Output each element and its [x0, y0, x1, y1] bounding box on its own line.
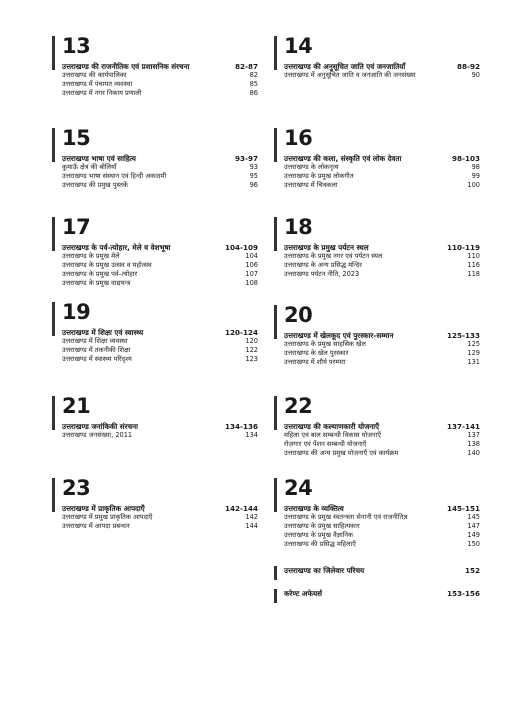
chapter-marker-bar: [52, 302, 55, 336]
chapter-title-entry[interactable]: [284, 154, 480, 163]
chapter-title-entry[interactable]: [62, 62, 258, 71]
chapter-title-entry[interactable]: [284, 62, 480, 71]
appendix-title: करेण्ट अफेयर्स: [284, 589, 322, 598]
entry-page: 137: [467, 431, 480, 440]
entry-title: उत्तराखण्ड में नगर निकाय प्रणाली: [62, 88, 142, 97]
chapter-number: 24: [284, 476, 313, 500]
chapter-title-entry[interactable]: [62, 243, 258, 252]
chapter-page-range: 82-87: [235, 62, 258, 71]
chapter-number: 19: [62, 300, 91, 324]
entry-page: 122: [245, 346, 258, 354]
chapter-marker-bar: [52, 217, 55, 251]
entry-title: उत्तराखण्ड के प्रमुख वाद्ययन्त्र: [62, 278, 131, 287]
entry-page: 116: [467, 261, 480, 269]
toc-entry[interactable]: [62, 89, 258, 98]
chapter-page-range: 88-92: [457, 62, 480, 71]
entry-page: 82: [249, 71, 258, 80]
entry-title: उत्तराखण्ड में शौर्य परम्परा: [284, 357, 346, 366]
chapter-entries: [62, 154, 258, 190]
chapter-page-range: 134-136: [225, 422, 258, 431]
chapter-marker-bar: [274, 128, 277, 162]
chapter-title: उत्तराखण्ड में खेलकूद एवं पुरस्कार-सम्मान: [284, 331, 394, 340]
toc-entry[interactable]: [62, 522, 258, 531]
entry-title: उत्तराखण्ड में प्रमुख प्राकृतिक आपदाएँ: [62, 513, 153, 522]
toc-entry[interactable]: [284, 71, 480, 80]
chapter-marker-bar: [274, 36, 277, 70]
entry-title: उत्तराखण्ड में आपदा प्रबन्धन: [62, 522, 130, 530]
toc-entry[interactable]: [62, 163, 258, 172]
chapter-title: उत्तराखण्ड के पर्व-त्योहार, मेले व वेशभूषा: [62, 243, 171, 252]
chapter-number: 23: [62, 476, 91, 500]
appendix-marker-bar: [274, 589, 277, 603]
entry-title: उत्तराखण्ड के प्रमुख साहसिक खेल: [284, 340, 366, 349]
chapter-entries: [284, 62, 480, 80]
appendix-marker-bar: [274, 566, 277, 580]
chapter-title: उत्तराखण्ड भाषा एवं साहित्य: [62, 154, 136, 163]
toc-entry[interactable]: [284, 181, 480, 190]
chapter-marker-bar: [274, 396, 277, 430]
entry-page: 134: [245, 431, 258, 440]
entry-page: 85: [249, 80, 258, 88]
appendix-row: [284, 566, 480, 575]
entry-title: उत्तराखण्ड में अनुसूचित जाति व जनजाति की जनसंख्या: [284, 71, 416, 80]
appendix-title: उत्तराखण्ड का जिलेवार परिचय: [284, 566, 365, 575]
entry-title: उत्तराखण्ड की कार्यपालिका: [62, 71, 127, 80]
entry-page: 107: [245, 269, 258, 278]
entry-title: उत्तराखण्ड के खेल पुरस्कार: [284, 349, 349, 357]
toc-entry[interactable]: [62, 252, 258, 261]
entry-page: 120: [245, 337, 258, 346]
chapter-page-range: 98-103: [452, 154, 480, 163]
chapter-entries: [62, 422, 258, 440]
entry-title: उत्तराखण्ड भाषा संस्थान एवं हिन्दी अकादमी: [62, 172, 167, 180]
toc-entry[interactable]: [62, 172, 258, 181]
entry-title: उत्तराखण्ड के प्रमुख वैज्ञानिक: [284, 530, 354, 539]
toc-entry[interactable]: [62, 431, 258, 440]
entry-title: उत्तराखण्ड में तकनीकी शिक्षा: [62, 346, 131, 354]
entry-page: 99: [471, 172, 480, 180]
appendix-page-range: 152: [464, 566, 480, 575]
entry-title: उत्तराखण्ड में पंचायत व्यवस्था: [62, 80, 133, 88]
entry-page: 123: [245, 354, 258, 363]
chapter-title-entry[interactable]: [62, 154, 258, 163]
chapter-title: उत्तराखण्ड के व्यक्तित्व: [284, 504, 344, 513]
entry-page: 149: [467, 530, 480, 539]
chapter-title: उत्तराखण्ड में प्राकृतिक आपदाएँ: [62, 504, 145, 513]
toc-entry[interactable]: [62, 181, 258, 190]
chapter-marker-bar: [52, 128, 55, 162]
chapter-marker-bar: [274, 217, 277, 251]
entry-title: कुमाऊँ क्षेत्र की बोलियाँ: [62, 163, 117, 172]
chapter-marker-bar: [52, 36, 55, 70]
entry-page: 138: [467, 440, 480, 448]
entry-title: उत्तराखण्ड के प्रमुख लोकगीत: [284, 172, 354, 180]
entry-page: 104: [245, 252, 258, 261]
toc-entry[interactable]: [62, 80, 258, 89]
entry-page: 142: [245, 513, 258, 522]
chapter-entries: [62, 62, 258, 98]
entry-page: 100: [467, 180, 480, 189]
chapter-title-entry[interactable]: [62, 422, 258, 431]
chapter-page-range: 137-141: [447, 422, 480, 431]
toc-entry[interactable]: [62, 279, 258, 288]
chapter-page-range: 145-151: [447, 504, 480, 513]
entry-title: उत्तराखण्ड में शिक्षा व्यवस्था: [62, 337, 128, 346]
chapter-title-entry[interactable]: [62, 328, 258, 337]
toc-entry[interactable]: [284, 513, 480, 522]
chapter-title-entry[interactable]: [284, 504, 480, 513]
chapter-entries: [284, 504, 480, 548]
toc-entry[interactable]: [62, 346, 258, 355]
toc-entry[interactable]: [284, 449, 480, 458]
entry-page: 106: [245, 261, 258, 269]
chapter-number: 13: [62, 34, 91, 58]
entry-title: उत्तराखण्ड के लोकनृत्य: [284, 163, 339, 172]
entry-title: रोज़गार एवं पेंशन सम्बन्धी योजनाएँ: [284, 440, 367, 448]
chapter-number: 15: [62, 126, 91, 150]
entry-page: 96: [249, 180, 258, 189]
entry-page: 86: [249, 88, 258, 97]
entry-title: उत्तराखण्ड के अन्य प्रसिद्ध मन्दिर: [284, 261, 362, 269]
entry-title: उत्तराखण्ड के प्रमुख नगर एवं पर्यटन स्थल: [284, 252, 383, 261]
entry-title: उत्तराखण्ड में स्वास्थ्य परिदृश्य: [62, 354, 132, 363]
chapter-entries: [284, 331, 480, 367]
entry-title: उत्तराखण्ड में चित्रकला: [284, 180, 338, 189]
chapter-title-entry[interactable]: [284, 243, 480, 252]
chapter-marker-bar: [274, 478, 277, 512]
toc-entry[interactable]: [284, 261, 480, 270]
chapter-page-range: 120-124: [225, 328, 258, 337]
chapter-title-entry[interactable]: [62, 504, 258, 513]
chapter-number: 20: [284, 303, 313, 327]
chapter-title: उत्तराखण्ड की राजनीतिक एवं प्रशासनिक संरचना: [62, 62, 190, 71]
chapter-title: उत्तराखण्ड की कला, संस्कृति एवं लोक देवता: [284, 154, 402, 163]
entry-page: 125: [467, 340, 480, 349]
toc-entry[interactable]: [284, 340, 480, 349]
entry-page: 90: [471, 71, 480, 80]
entry-page: 131: [467, 357, 480, 366]
chapter-marker-bar: [52, 478, 55, 512]
entry-title: उत्तराखण्ड के प्रमुख स्वतन्त्रता सेनानी एवं राजनीतिज्ञ: [284, 513, 408, 522]
chapter-entries: [284, 243, 480, 279]
chapter-number: 21: [62, 394, 91, 418]
chapter-title: उत्तराखण्ड जनांकिकी संरचना: [62, 422, 139, 431]
appendix-row: [284, 589, 480, 598]
chapter-page-range: 110-119: [447, 243, 480, 252]
chapter-number: 18: [284, 215, 313, 239]
entry-title: उत्तराखण्ड पर्यटन नीति, 2023: [284, 269, 360, 278]
entry-page: 145: [467, 513, 480, 522]
toc-entry[interactable]: [62, 355, 258, 364]
chapter-number: 14: [284, 34, 313, 58]
toc-entry[interactable]: [284, 163, 480, 172]
entry-page: 129: [467, 349, 480, 357]
chapter-title-entry[interactable]: [284, 331, 480, 340]
entry-page: 98: [471, 163, 480, 172]
entry-title: उत्तराखण्ड की अन्य प्रमुख योजनाएँ एवं कार्यक्रम: [284, 448, 399, 457]
entry-page: 93: [249, 163, 258, 172]
entry-page: 150: [467, 539, 480, 548]
entry-title: उत्तराखण्ड के प्रमुख पर्व–त्योहार: [62, 269, 138, 278]
toc-entry[interactable]: [62, 71, 258, 80]
entry-title: उत्तराखण्ड की प्रमुख पुस्तकें: [62, 180, 128, 189]
appendix-page-range: 153-156: [447, 589, 480, 598]
chapter-number: 16: [284, 126, 313, 150]
toc-entry[interactable]: [284, 358, 480, 367]
chapter-marker-bar: [52, 396, 55, 430]
toc-entry[interactable]: [62, 513, 258, 522]
chapter-page-range: 93-97: [235, 154, 258, 163]
toc-entry[interactable]: [284, 531, 480, 540]
entry-title: उत्तराखण्ड की प्रसिद्ध महिलाएँ: [284, 539, 356, 548]
entry-title: उत्तराखण्ड जनसंख्या, 2011: [62, 431, 133, 440]
entry-page: 110: [467, 252, 480, 261]
chapter-title-entry[interactable]: [284, 422, 480, 431]
chapter-title: उत्तराखण्ड के प्रमुख पर्यटन स्थल: [284, 243, 369, 252]
toc-entry[interactable]: [284, 252, 480, 261]
entry-page: 147: [467, 522, 480, 530]
chapter-entries: [62, 243, 258, 287]
toc-entry[interactable]: [284, 172, 480, 181]
chapter-entries: [62, 504, 258, 531]
chapter-page-range: 142-144: [225, 504, 258, 513]
chapter-title: उत्तराखण्ड की अनुसूचित जाति एवं जनजातियाँ: [284, 62, 406, 71]
entry-page: 140: [467, 448, 480, 457]
toc-entry[interactable]: [284, 440, 480, 449]
chapter-entries: [284, 422, 480, 458]
entry-title: उत्तराखण्ड के प्रमुख साहित्यकार: [284, 522, 360, 530]
chapter-page-range: 104-109: [225, 243, 258, 252]
toc-entry[interactable]: [284, 431, 480, 440]
chapter-number: 22: [284, 394, 313, 418]
toc-entry[interactable]: [284, 270, 480, 279]
entry-page: 118: [467, 269, 480, 278]
toc-entry[interactable]: [62, 337, 258, 346]
toc-entry[interactable]: [284, 522, 480, 531]
chapter-entries: [62, 328, 258, 364]
chapter-title: उत्तराखण्ड की कल्याणकारी योजनाएँ: [284, 422, 380, 431]
chapter-number: 17: [62, 215, 91, 239]
toc-entry[interactable]: [62, 261, 258, 270]
chapter-entries: [284, 154, 480, 190]
entry-page: 95: [249, 172, 258, 180]
chapter-page-range: 125-133: [447, 331, 480, 340]
entry-page: 108: [245, 278, 258, 287]
entry-page: 144: [245, 522, 258, 530]
entry-title: उत्तराखण्ड के प्रमुख उत्सव व महोत्सव: [62, 261, 152, 269]
entry-title: महिला एवं बाल सम्बन्धी विकास योजनाएँ: [284, 431, 382, 440]
chapter-marker-bar: [274, 305, 277, 339]
toc-entry[interactable]: [284, 349, 480, 358]
toc-entry[interactable]: [284, 540, 480, 549]
chapter-title: उत्तराखण्ड में शिक्षा एवं स्वास्थ्य: [62, 328, 144, 337]
toc-entry[interactable]: [62, 270, 258, 279]
entry-title: उत्तराखण्ड के प्रमुख मेले: [62, 252, 120, 261]
